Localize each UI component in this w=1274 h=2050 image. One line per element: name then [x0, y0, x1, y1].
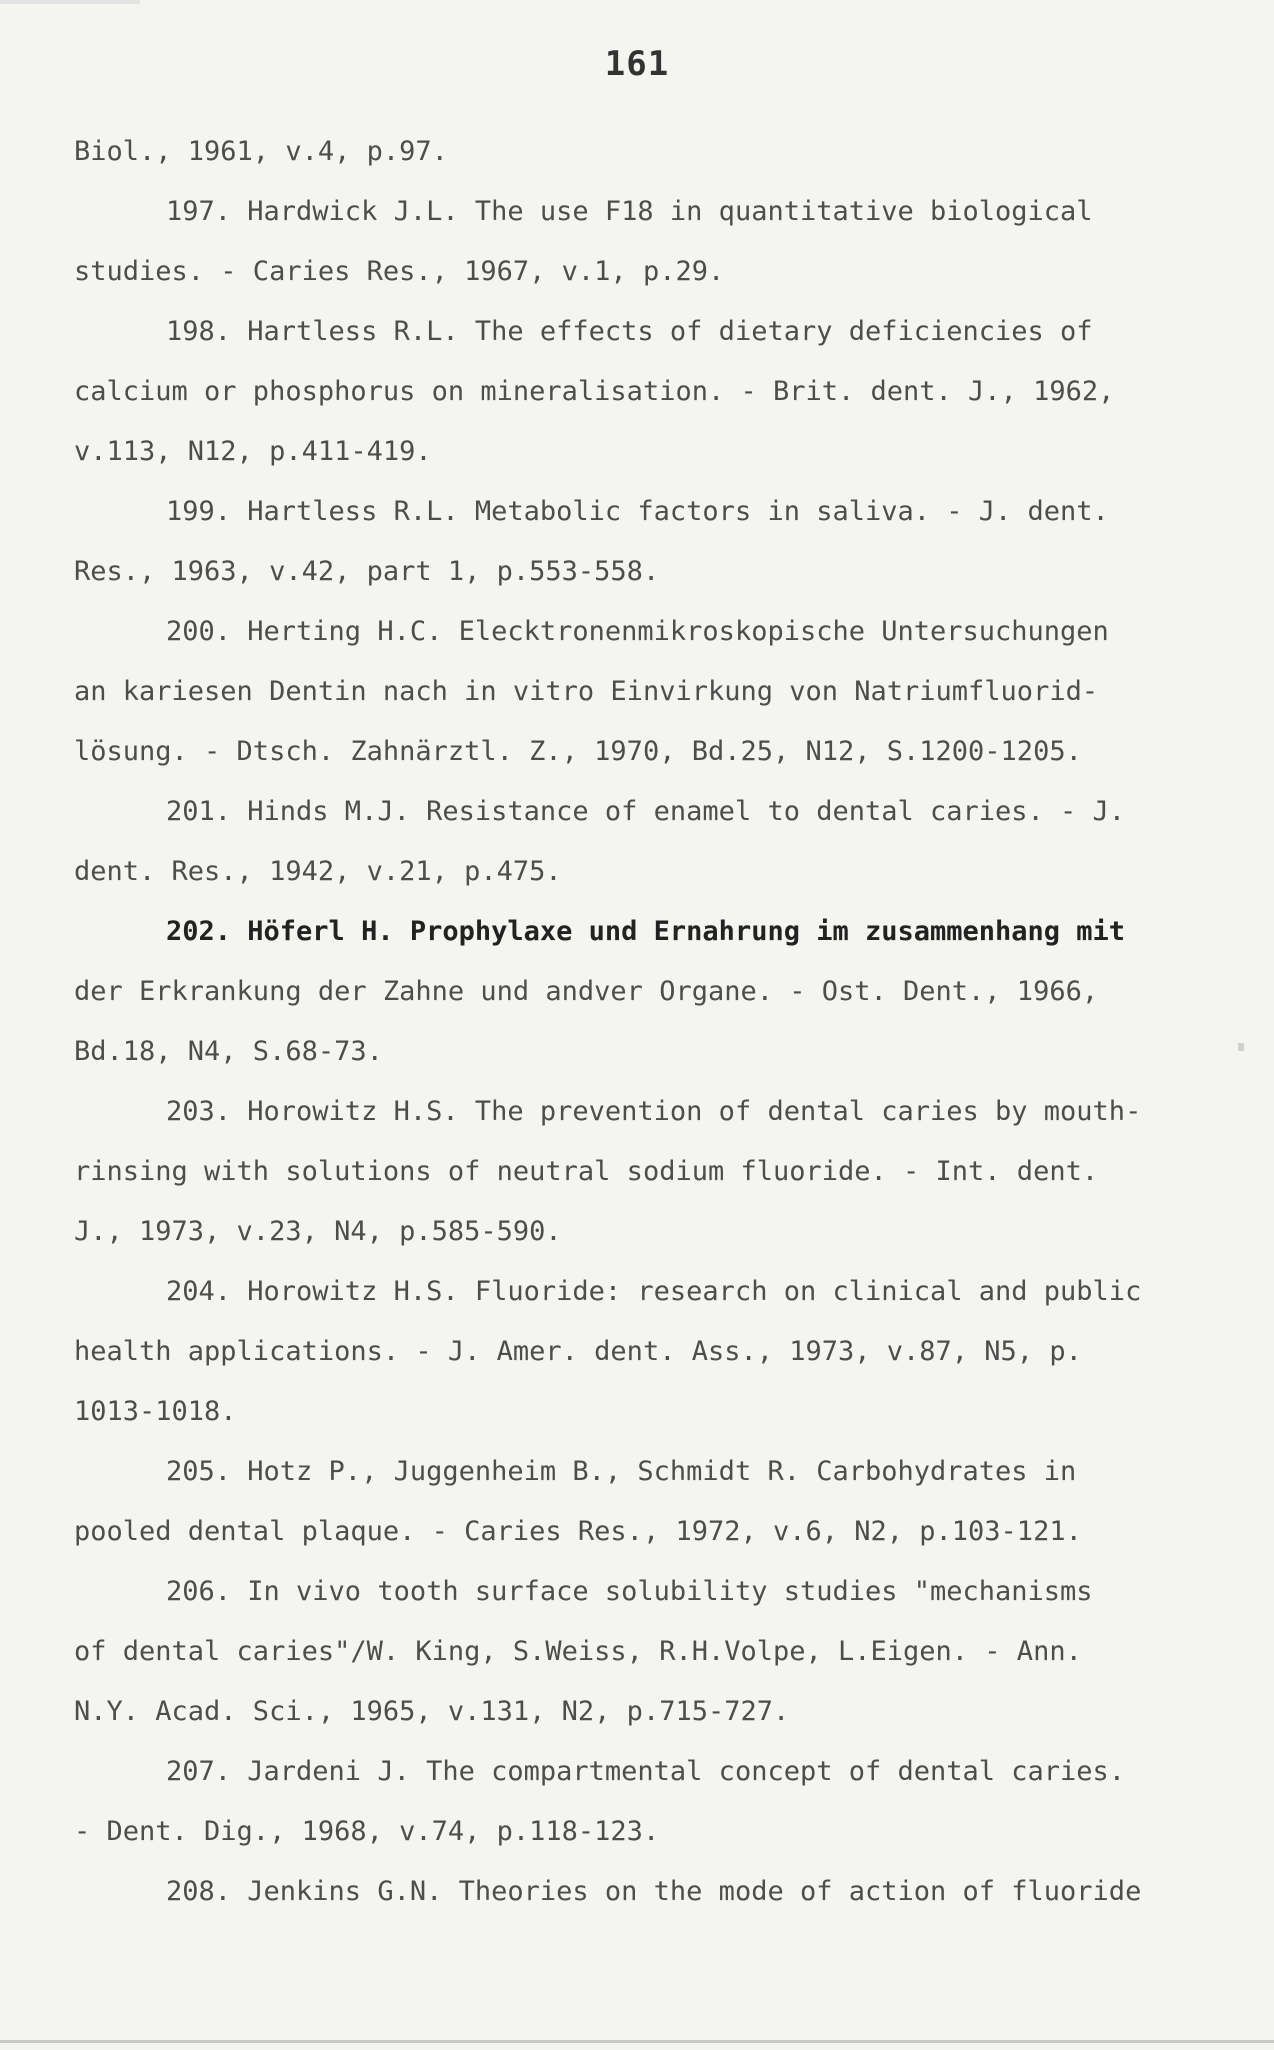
- scan-edge-mark: [0, 0, 140, 4]
- text-line: 197. Hardwick J.L. The use F18 in quantitative biological: [166, 196, 1093, 227]
- text-line: 202. Höferl H. Prophylaxe und Ernahrung im zusammenhang mit: [166, 916, 1126, 947]
- text-line: Biol., 1961, v.4, p.97.: [74, 136, 448, 167]
- text-line: 199. Hartless R.L. Metabolic factors in saliva. - J. dent.: [166, 496, 1109, 527]
- text-line: 204. Horowitz H.S. Fluoride: research on clinical and public: [166, 1276, 1142, 1307]
- text-line: J., 1973, v.23, N4, p.585-590.: [74, 1216, 562, 1247]
- text-line: 207. Jardeni J. The compartmental concept of dental caries.: [166, 1756, 1126, 1787]
- text-line: an kariesen Dentin nach in vitro Einvirkung von Natriumfluorid-: [74, 676, 1099, 707]
- text-line: 201. Hinds M.J. Resistance of enamel to dental caries. - J.: [166, 796, 1126, 827]
- text-line: rinsing with solutions of neutral sodium fluoride. - Int. dent.: [74, 1156, 1099, 1187]
- text-line: v.113, N12, p.411-419.: [74, 436, 432, 467]
- text-line: studies. - Caries Res., 1967, v.1, p.29.: [74, 256, 725, 287]
- text-line: 208. Jenkins G.N. Theories on the mode of action of fluoride: [166, 1876, 1142, 1907]
- text-line: of dental caries"/W. King, S.Weiss, R.H.Volpe, L.Eigen. - Ann.: [74, 1636, 1082, 1667]
- text-line: calcium or phosphorus on mineralisation. - Brit. dent. J., 1962,: [74, 376, 1115, 407]
- text-line: 206. In vivo tooth surface solubility studies "mechanisms: [166, 1576, 1093, 1607]
- scan-speck: [1238, 1043, 1244, 1051]
- text-line: - Dent. Dig., 1968, v.74, p.118-123.: [74, 1816, 660, 1847]
- text-line: dent. Res., 1942, v.21, p.475.: [74, 856, 562, 887]
- text-line: 1013-1018.: [74, 1396, 237, 1427]
- page-bottom-edge: [0, 2040, 1274, 2043]
- page-number: 161: [604, 44, 670, 84]
- text-line: 200. Herting H.C. Elecktronenmikroskopische Untersuchungen: [166, 616, 1109, 647]
- text-line: lösung. - Dtsch. Zahnärztl. Z., 1970, Bd.25, N12, S.1200-1205.: [74, 736, 1082, 767]
- text-line: 198. Hartless R.L. The effects of dietary deficiencies of: [166, 316, 1093, 347]
- text-line: health applications. - J. Amer. dent. Ass., 1973, v.87, N5, p.: [74, 1336, 1082, 1367]
- text-line: N.Y. Acad. Sci., 1965, v.131, N2, p.715-727.: [74, 1696, 790, 1727]
- bibliography-text: [74, 122, 1264, 1922]
- text-line: Res., 1963, v.42, part 1, p.553-558.: [74, 556, 660, 587]
- text-line: Bd.18, N4, S.68-73.: [74, 1036, 383, 1067]
- text-line: der Erkrankung der Zahne und andver Organe. - Ost. Dent., 1966,: [74, 976, 1099, 1007]
- text-line: 203. Horowitz H.S. The prevention of dental caries by mouth-: [166, 1096, 1142, 1127]
- text-line: pooled dental plaque. - Caries Res., 1972, v.6, N2, p.103-121.: [74, 1516, 1082, 1547]
- text-line: 205. Hotz P., Juggenheim B., Schmidt R. Carbohydrates in: [166, 1456, 1077, 1487]
